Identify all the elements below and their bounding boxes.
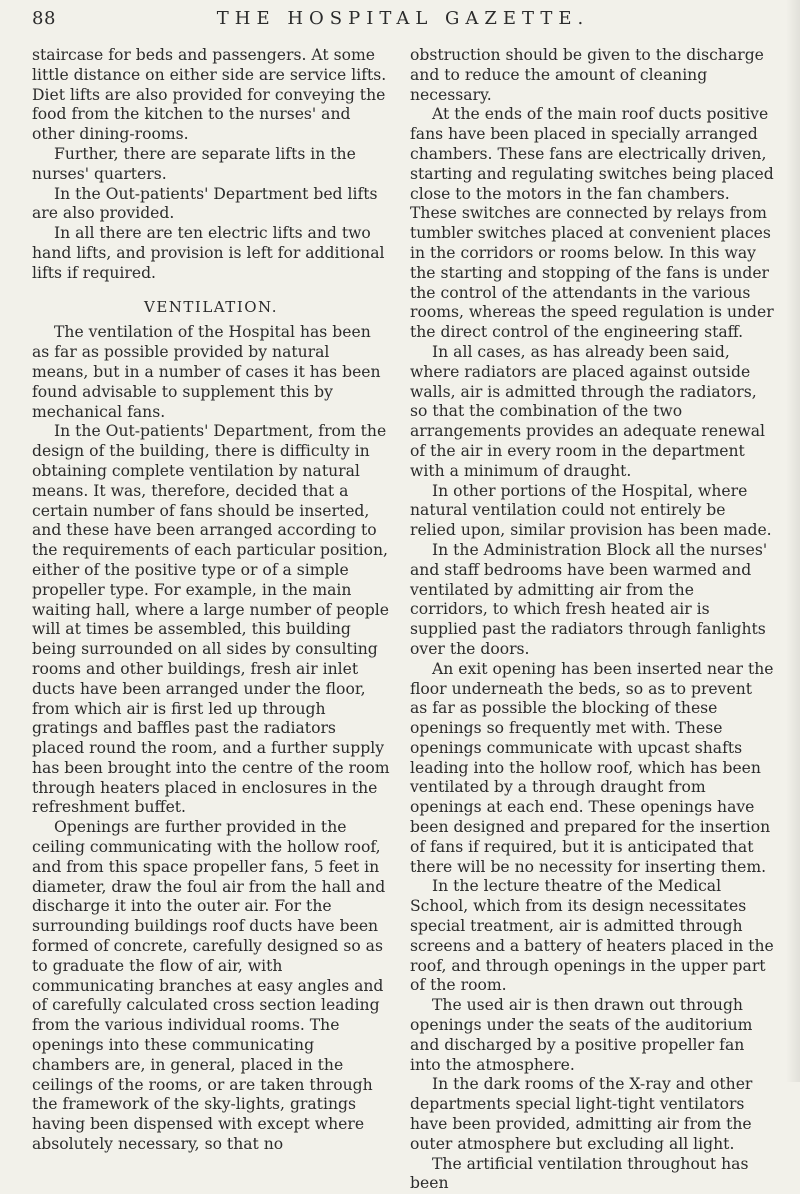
- article-paragraph: In the Administration Block all the nurses' and staff bedrooms have been warmed and ventilated by admitting air from the corridors, to which fresh heated air is supplied past the radiators through fanlights over the doors.: [410, 540, 768, 658]
- article-paragraph: In all cases, as has already been said, where radiators are placed against outside walls, air is admitted through the radiators, so that the combination of the two arrangements provides an adequate renewal of the air in every room in the department with a minimum of draught.: [410, 342, 765, 480]
- article-paragraph: In the lecture theatre of the Medical School, which from its design necessitates special treatment, air is admitted through screens and a battery of heaters placed in the roof, and through openings in the upper part of the room.: [410, 877, 774, 995]
- article-paragraph: In all there are ten electric lifts and two hand lifts, and provision is left for additional lifts if required.: [32, 224, 385, 282]
- article-paragraph: In the Out-patients' Department bed lifts are also provided.: [32, 184, 378, 223]
- article-paragraph: The used air is then drawn out through openings under the seats of the auditorium and discharged by a positive propeller fan into the atmosphere.: [410, 996, 753, 1074]
- article-paragraph: At the ends of the main roof ducts positive fans have been placed in specially arranged chambers. These fans are electrically driven, starting and regulating switches being placed close to the motors in the fan chambers. These switches are connected by relays from tumbler switches placed at convenient places in the corridors or rooms below. In this way the starting and stopping of the fans is under the control of the attendants in the various rooms, whereas the speed regulation is under the direct control of the engineering staff.: [410, 105, 774, 342]
- article-paragraph: staircase for beds and passengers. At some little distance on either side are service lifts. Diet lifts are also provided for conveying the food from the kitchen to the nurses' and other dining-rooms.: [32, 46, 387, 144]
- running-title: THE HOSPITAL GAZETTE.: [216, 8, 590, 29]
- page-number: 88: [32, 8, 56, 29]
- section-heading: VENTILATION.: [144, 297, 278, 316]
- left-column: [32, 46, 390, 1155]
- article-paragraph: Openings are further provided in the ceiling communicating with the hollow roof, and from this space propeller fans, 5 feet in diameter, draw the foul air from the hall and discharge it into the outer air. For the surrounding buildings roof ducts have been formed of concrete, carefully designed so as to graduate the flow of air, with communicating branches at easy angles and of carefully calculated cross section leading from the various individual rooms. The openings into these communicating chambers are, in general, placed in the ceilings of the rooms, or are taken through the framework of the sky-lights, gratings having been dispensed with except where absolutely necessary, so that no: [32, 818, 386, 1154]
- article-paragraph: An exit opening has been inserted near the floor underneath the beds, so as to prevent as far as possible the blocking of these openings so frequently met with. These openings communicate with upcast shafts leading into the hollow roof, which has been ventilated by a through draught from openings at each end. These openings have been designed and prepared for the insertion of fans if required, but it is anticipated that there will be no necessity for inserting them.: [410, 659, 774, 876]
- article-paragraph: In the Out-patients' Department, from the design of the building, there is difficulty in obtaining complete ventilation by natural means. It was, therefore, decided that a certain number of fans should be inserted, and these have been arranged according to the requirements of each particular position, either of the positive type or of a simple propeller type. For example, in the main waiting hall, where a large number of people will at times be assembled, this building being surrounded on all sides by consulting rooms and other buildings, fresh air inlet ducts have been arranged under the floor, from which air is first led up through gratings and baffles past the radiators placed round the room, and a further supply has been brought into the centre of the room through heaters placed in enclosures in the refreshment buffet.: [32, 422, 390, 817]
- article-paragraph: In the dark rooms of the X-ray and other departments special light-tight ventilators have been provided, admitting air from the outer atmosphere but excluding all light.: [410, 1075, 753, 1153]
- page-header: [32, 4, 774, 34]
- article-paragraph: The artificial ventilation throughout has been: [410, 1154, 749, 1193]
- article-paragraph: The ventilation of the Hospital has been as far as possible provided by natural means, but in a number of cases it has been found advisable to supplement this by mechanical fans.: [32, 323, 381, 421]
- article-paragraph: Further, there are separate lifts in the nurses' quarters.: [32, 144, 356, 183]
- article-paragraph: obstruction should be given to the discharge and to reduce the amount of cleaning necessary.: [410, 46, 764, 104]
- article-paragraph: In other portions of the Hospital, where natural ventilation could not entirely be relied upon, similar provision has been made.: [410, 481, 772, 540]
- column-gutter: [396, 46, 397, 1046]
- page-edge-shadow: [786, 0, 800, 1082]
- right-column: [410, 46, 774, 1194]
